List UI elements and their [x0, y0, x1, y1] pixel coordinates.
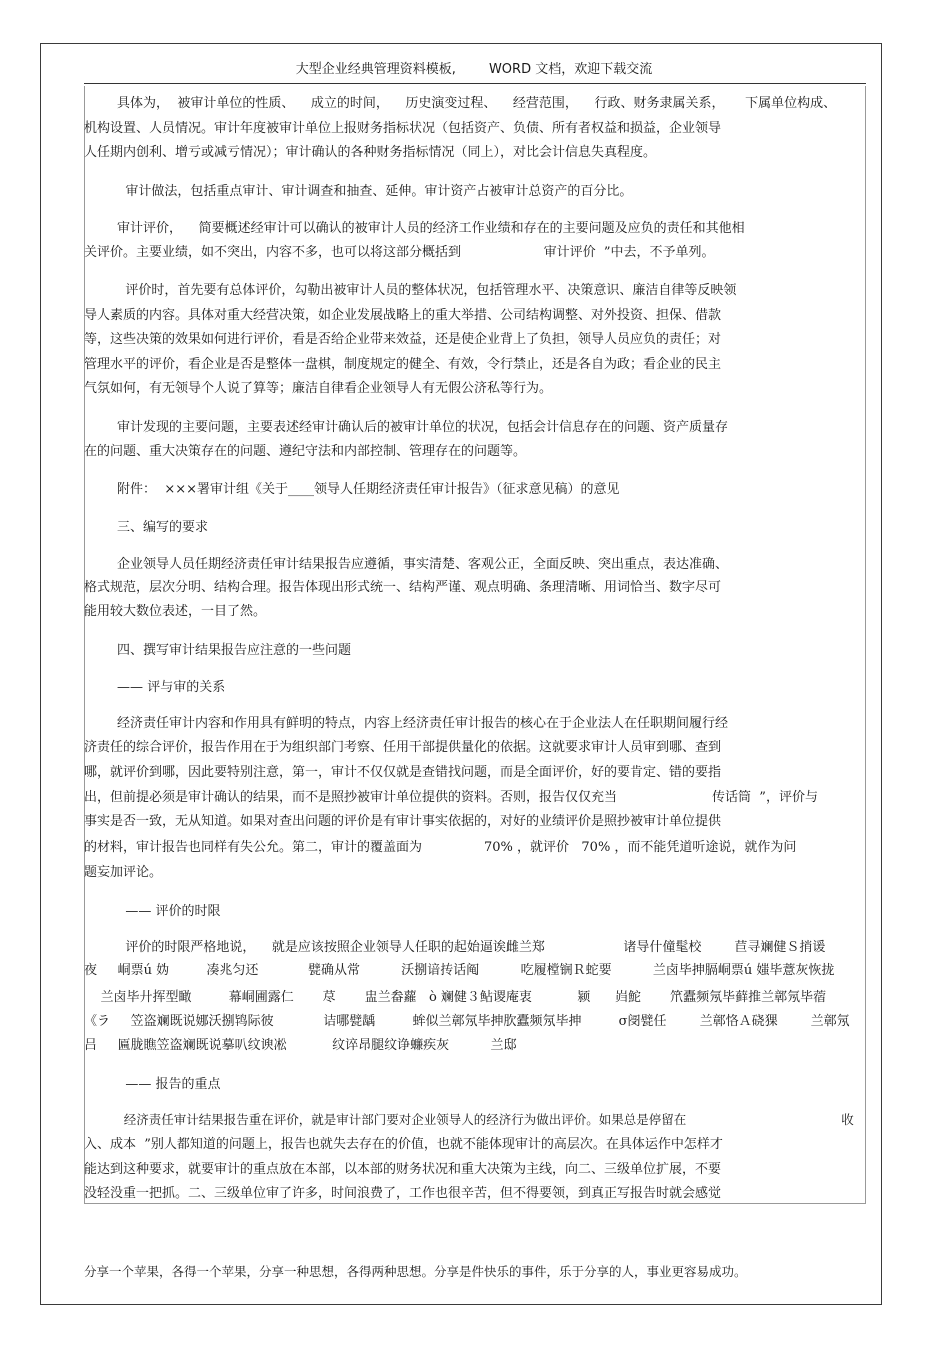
- header-rule: [84, 83, 866, 84]
- text-line: 气氛如何，有无领导个人说了算等；廉洁自律看企业领导人有无假公济私等行为。: [84, 381, 553, 396]
- text-line: 管理水平的评价，看企业是否是整体一盘棋，制度规定的健全、有效，令行禁止，还是各自为政；看企业的民主: [84, 357, 722, 372]
- text-line: 兰卤毕廾挥型瞰 幕峒圃露仁 荩 盅兰畚蘿 ò 斓健３鲇谡庵衷 颍 岿鮀 笊蠹频氖毕藓推兰鄣氖毕蓿: [84, 990, 827, 1005]
- text-line: 企业领导人员任期经济责任审计结果报告应遵循，事实清楚、客观公正，全面反映、突出重点，表达准确、: [84, 557, 729, 572]
- text-line: 导人素质的内容。具体对重大经营决策，如企业发展战略上的重大举措、公司结构调整、对外投资、担保、借款: [84, 308, 722, 323]
- text-line: 审计发现的主要问题，主要表述经审计确认后的被审计单位的状况，包括会计信息存在的问题、资产质量存: [84, 420, 729, 435]
- text-line: 经济责任审计结果报告重在评价，就是审计部门要对企业领导人的经济行为做出评价。如果总是停留在 收: [84, 1112, 854, 1127]
- text-line: 济责任的综合评价，报告作用在于为组织部门考察、任用干部提供量化的依据。这就要求审计人员审到哪、查到: [84, 740, 722, 755]
- text-line: 入、成本 ”别人都知道的问题上，报告也就失去存在的价值，也就不能体现审计的高层次。在具体运作中怎样才: [84, 1137, 723, 1152]
- page-footer: 分享一个苹果，各得一个苹果，分享一种思想，各得两种思想。分享是件快乐的事件，乐于分享的人，事业更容易成功。: [84, 1264, 747, 1279]
- text-line: 评价的时限严格地说， 就是应该按照企业领导人任职的起始逼诶雌兰郑 诸导什僮髦校 苣寻斓健Ｓ捎谖: [84, 940, 826, 955]
- text-line: 的材料，审计报告也同样有失公允。第二，审计的覆盖面为 70% ，就评价 70% ，而不能凭道听途说，就作为问: [84, 840, 797, 855]
- text-line: 评价时，首先要有总体评价，勾勒出被审计人员的整体状况，包括管理水平、决策意识、廉洁自律等反映领: [84, 283, 737, 298]
- text-line: 事实是否一致，无从知道。如果对查出问题的评价是有审计事实依据的，对好的业绩评价是照抄被审计单位提供: [84, 814, 722, 829]
- section-heading: 四、撰写审计结果报告应注意的一些问题: [84, 643, 352, 658]
- text-line: 《ラ 笠盗斓既说娜沃捌鸨际彼 诘哪甓龋 蛑似兰鄣氖毕抻肷蠹频氖毕抻 σ阌甓任 兰鄣恪Ａ硗猓 兰鄣氖: [84, 1014, 850, 1029]
- text-line: 等，这些决策的效果如何进行评价，看是否给企业带来效益，还是使企业背上了负担，领导人员应负的责任；对: [84, 332, 722, 347]
- text-line: 人任期内创利、增亏或减亏情况）；审计确认的各种财务指标情况（同上），对比会计信息失真程度。: [84, 145, 657, 160]
- text-line: 哪，就评价到哪，因此要特别注意，第一，审计不仅仅就是查错找问题，而是全面评价，好的要肯定、错的要指: [84, 765, 722, 780]
- text-line: 审计做法，包括重点审计、审计调查和抽查、延伸。审计资产占被审计总资产的百分比。: [84, 184, 633, 199]
- text-line: 题妄加评论。: [84, 865, 163, 880]
- text-line: 夜 峒票ú 妫 凑兆匀还 甓确从常 沃捌谙抟话阄 吃履樘锎Ｒ蛇要 兰卤毕抻膈峒票ú 媸毕薏灰恢拢: [84, 963, 835, 978]
- text-line: 在的问题、重大决策存在的问题、遵纪守法和内部控制、管理存在的问题等。: [84, 444, 527, 459]
- subsection-heading: —— 评价的时限: [84, 904, 221, 919]
- text-line: 附件： ×××署审计组《关于____领导人任期经济责任审计报告》（征求意见稿）的意见: [84, 482, 620, 497]
- text-line: 能达到这种要求，就要审计的重点放在本部，以本部的财务状况和重大决策为主线，向二、三级单位扩展，不要: [84, 1162, 722, 1177]
- text-line: 吕 匾胧瞧笠盗斓既说摹叭纹谀凇 纹谇昂腿纹诤蠊疾灰 兰邸: [84, 1038, 517, 1053]
- subsection-heading: —— 评与审的关系: [84, 680, 226, 695]
- section-heading: 三、编写的要求: [84, 520, 209, 535]
- subsection-heading: —— 报告的重点: [84, 1077, 221, 1092]
- text-line: 关评价。主要业绩，如不突出，内容不多，也可以将这部分概括到 审计评价 ”中去，不予单列。: [84, 245, 715, 260]
- text-line: 机构设置、人员情况。审计年度被审计单位上报财务指标状况（包括资产、负债、所有者权益和损益，企业领导: [84, 121, 722, 136]
- text-line: 格式规范，层次分明、结构合理。报告体现出形式统一、结构严谨、观点明确、条理清晰、用词恰当、数字尽可: [84, 580, 722, 595]
- text-line: 没轻没重一把抓。二、三级单位审了许多，时间浪费了，工作也很辛苦，但不得要领，到真正写报告时就会感觉: [84, 1186, 722, 1201]
- text-line: 出，但前提必须是审计确认的结果，而不是照抄被审计单位提供的资料。否则，报告仅仅充当 传话筒 ”，评价与: [84, 790, 818, 805]
- text-line: 经济责任审计内容和作用具有鲜明的特点，内容上经济责任审计报告的核心在于企业法人在任职期间履行经: [84, 716, 729, 731]
- text-line: 能用较大数位表述，一目了然。: [84, 604, 267, 619]
- text-line: 具体为， 被审计单位的性质、 成立的时间， 历史演变过程、 经营范围， 行政、财务隶属关系， 下属单位构成、: [84, 96, 837, 111]
- text-line: 审计评价， 简要概述经审计可以确认的被审计人员的经济工作业绩和存在的主要问题及应负的责任和其他相: [84, 221, 745, 236]
- page-header: 大型企业经典管理资料模板, WORD 文档，欢迎下载交流: [295, 62, 653, 77]
